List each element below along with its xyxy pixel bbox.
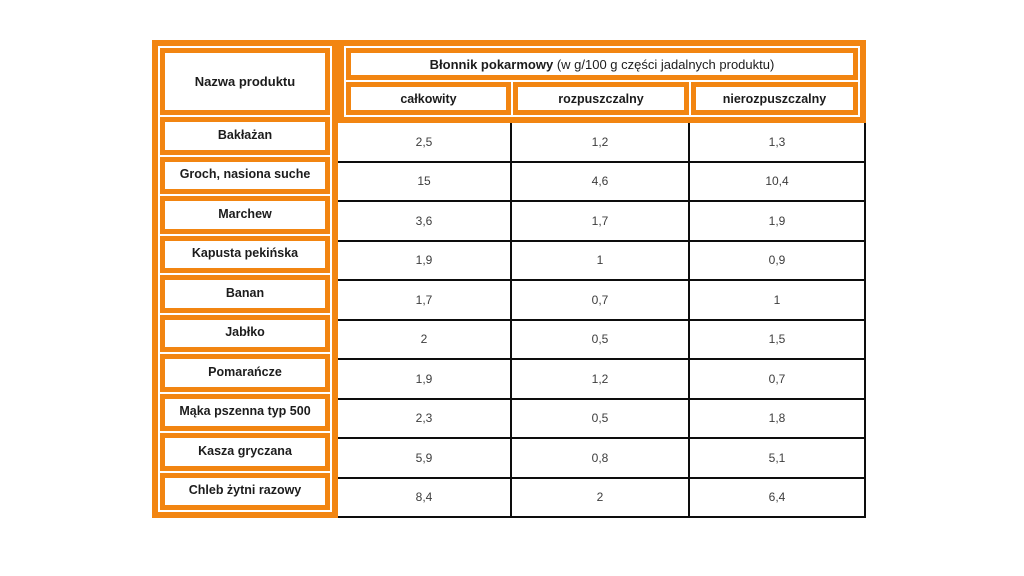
value-cell: 0,7 <box>690 360 864 398</box>
subheader-row <box>346 82 858 115</box>
subheader-calkowity: całkowity <box>346 82 511 115</box>
value-cell: 15 <box>338 163 510 201</box>
group-header-units: (w g/100 g części jadalnych produktu) <box>553 56 775 72</box>
value-cell: 3,6 <box>338 202 510 240</box>
value-cell: 8,4 <box>338 479 510 517</box>
product-name-cell: Bakłażan <box>160 117 330 155</box>
value-cell: 6,4 <box>690 479 864 517</box>
value-cell: 1,5 <box>690 321 864 359</box>
value-cell: 1,9 <box>338 242 510 280</box>
subheader-rozpuszczalny: rozpuszczalny <box>513 82 689 115</box>
value-cell: 0,7 <box>512 281 688 319</box>
product-name-cell: Kapusta pekińska <box>160 236 330 274</box>
product-name-cell: Mąka pszenna typ 500 <box>160 394 330 432</box>
product-name-cell: Jabłko <box>160 315 330 353</box>
value-cell: 1,3 <box>690 123 864 161</box>
value-cell: 2 <box>512 479 688 517</box>
value-cell: 1,8 <box>690 400 864 438</box>
product-name-cell: Banan <box>160 275 330 313</box>
value-cell: 1,2 <box>512 123 688 161</box>
product-name-cell: Groch, nasiona suche <box>160 157 330 195</box>
value-cell: 1,7 <box>338 281 510 319</box>
subheader-nierozpuszczalny: nierozpuszczalny <box>691 82 858 115</box>
product-name-column <box>152 40 338 518</box>
product-name-cell: Pomarańcze <box>160 354 330 392</box>
product-name-cell: Chleb żytni razowy <box>160 473 330 511</box>
value-cell: 1,2 <box>512 360 688 398</box>
value-cell: 0,5 <box>512 400 688 438</box>
value-cell: 1,7 <box>512 202 688 240</box>
value-cell: 1 <box>512 242 688 280</box>
value-cell: 4,6 <box>512 163 688 201</box>
value-cell: 2,5 <box>338 123 510 161</box>
value-cell: 0,8 <box>512 439 688 477</box>
group-header-cell <box>346 48 858 80</box>
value-cell: 1 <box>690 281 864 319</box>
value-cell: 1,9 <box>690 202 864 240</box>
value-cell: 10,4 <box>690 163 864 201</box>
value-cell: 5,9 <box>338 439 510 477</box>
value-cell: 0,9 <box>690 242 864 280</box>
value-cell: 2 <box>338 321 510 359</box>
value-cell: 1,9 <box>338 360 510 398</box>
product-column-header <box>160 48 330 115</box>
fiber-values-grid <box>338 123 866 518</box>
product-name-cell: Kasza gryczana <box>160 433 330 471</box>
fiber-table <box>152 40 866 518</box>
product-column-header-label: Nazwa produktu <box>194 74 296 89</box>
fiber-values-section <box>338 40 866 518</box>
group-header-title: Błonnik pokarmowy <box>429 56 554 72</box>
value-cell: 0,5 <box>512 321 688 359</box>
value-cell: 5,1 <box>690 439 864 477</box>
fiber-group-header-band <box>338 40 866 123</box>
product-name-cell: Marchew <box>160 196 330 234</box>
value-cell: 2,3 <box>338 400 510 438</box>
